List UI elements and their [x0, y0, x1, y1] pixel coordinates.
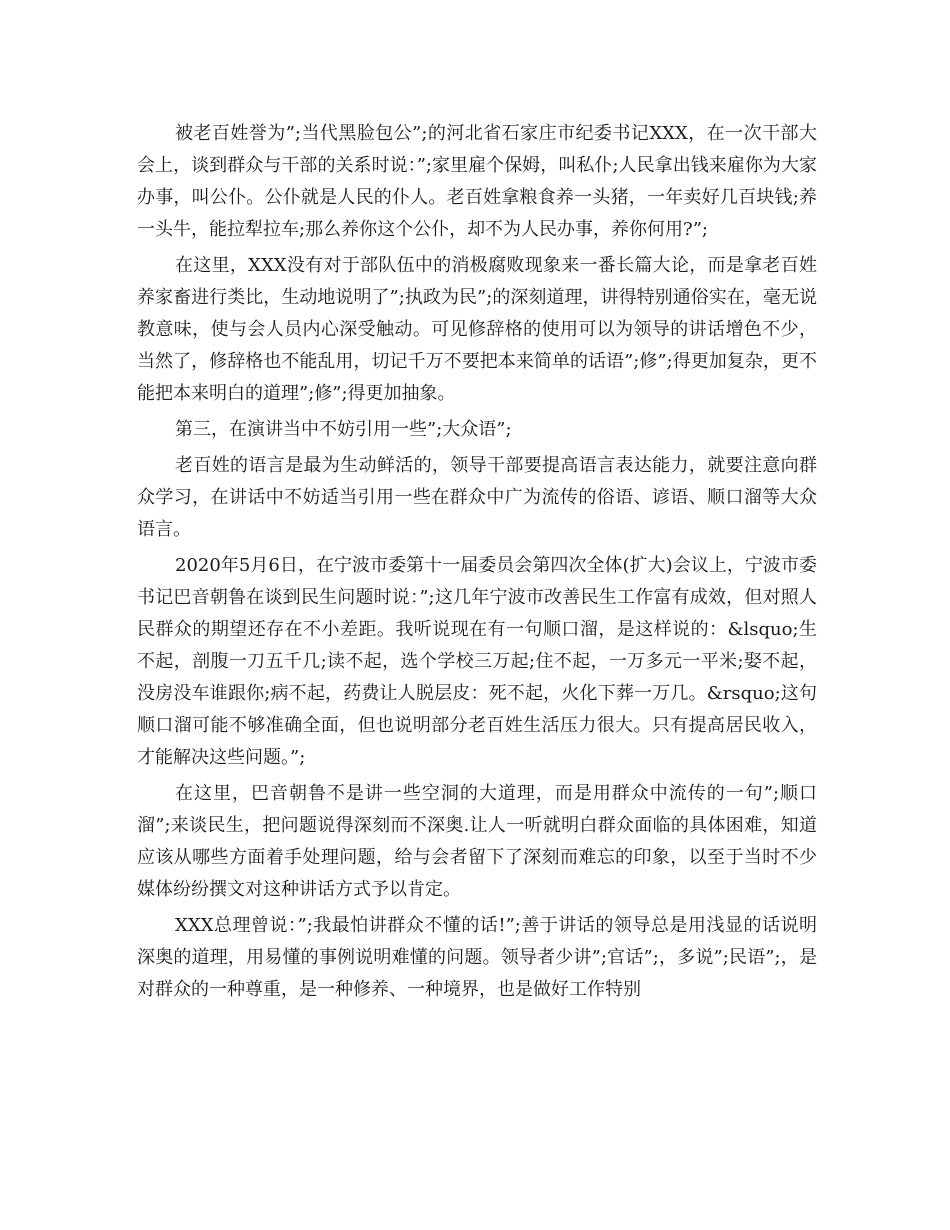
paragraph: 在这里，XXX没有对于部队伍中的消极腐败现象来一番长篇大论，而是拿老百姓养家畜进行类比，生动地说明了”;执政为民”;的深刻道理，讲得特别通俗实在，毫无说教意味，使与会人员内心深受触动。可见修辞格的使用可以为领导的讲话增色不少，当然了，修辞格也不能乱用，切记千万不要把本来简单的话语”;修”;得更加复杂，更不能把本来明白的道理”;修”;得更加抽象。: [137, 255, 817, 404]
paragraph: 2020年5月6日，在宁波市委第十一届委员会第四次全体(扩大)会议上，宁波市委书记巴音朝鲁在谈到民生问题时说：”;这几年宁波市改善民生工作富有成效，但对照人民群众的期望还存在不小差距。我听说现在有一句顺口溜，是这样说的：&lsquo;生不起，剖腹一刀五千几;读不起，选个学校三万起;住不起，一万多元一平米;娶不起，没房没车谁跟你;病不起，药费让人脱层皮：死不起，火化下葬一万几。&rsquo;这句顺口溜可能不够准确全面，但也说明部分老百姓生活压力很大。只有提高居民收入，才能解决这些问题。”;: [137, 555, 817, 768]
section-heading: 第三，在演讲当中不妨引用一些”;大众语”;: [175, 419, 512, 440]
paragraph: 被老百姓誉为”;当代黑脸包公”;的河北省石家庄市纪委书记XXX，在一次干部大会上，谈到群众与干部的关系时说：”;家里雇个保姆，叫私仆;人民拿出钱来雇你为大家办事，叫公仆。公仆就是人民的仆人。老百姓拿粮食养一头猪，一年卖好几百块钱;养一头牛，能拉犁拉车;那么养你这个公仆，却不为人民办事，养你何用?”;: [137, 123, 817, 240]
paragraph: XXX总理曾说：”;我最怕讲群众不懂的话!”;善于讲话的领导总是用浅显的话说明深奥的道理，用易懂的事例说明难懂的问题。领导者少讲”;官话”;，多说”;民语”;，是对群众的一种尊重，是一种修养、一种境界，也是做好工作特别: [137, 915, 817, 1000]
document-body: [137, 118, 817, 1010]
paragraph: 老百姓的语言是最为生动鲜活的，领导干部要提高语言表达能力，就要注意向群众学习，在讲话中不妨适当引用一些在群众中广为流传的俗语、谚语、顺口溜等大众语言。: [137, 455, 817, 540]
paragraph: 在这里，巴音朝鲁不是讲一些空洞的大道理，而是用群众中流传的一句”;顺口溜”;来谈民生，把问题说得深刻而不深奥.让人一听就明白群众面临的具体困难，知道应该从哪些方面着手处理问题，给与会者留下了深刻而难忘的印象，以至于当时不少媒体纷纷撰文对这种讲话方式予以肯定。: [137, 783, 817, 900]
